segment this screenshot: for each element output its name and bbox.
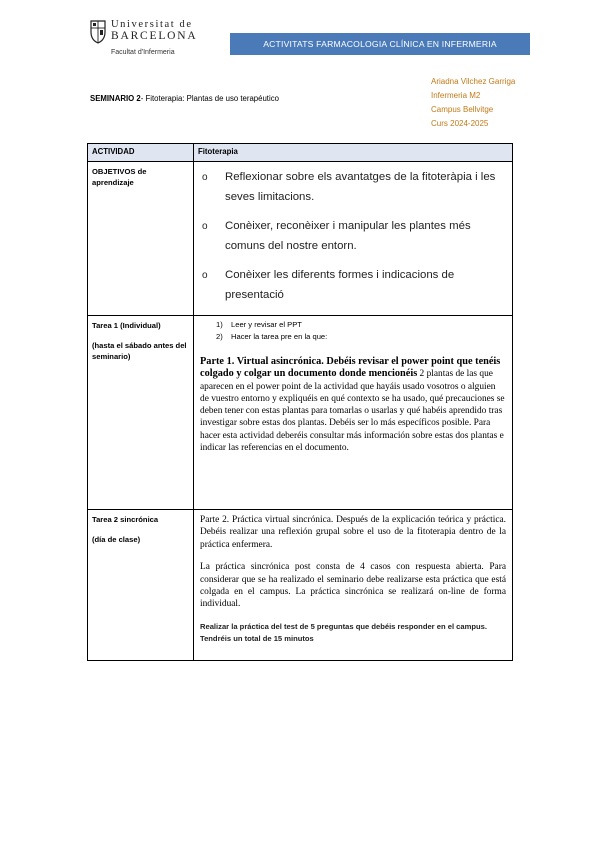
task2-label: Tarea 2 sincrónica [92, 515, 159, 524]
course-banner: ACTIVITATS FARMACOLOGIA CLÍNICA EN INFERMERIA [230, 33, 530, 55]
step-item [216, 319, 508, 331]
task1-cell-label [88, 316, 194, 510]
task2-label-block [88, 510, 193, 545]
activity-table [87, 143, 513, 661]
task1-label: Tarea 1 (Individual) [92, 321, 161, 330]
logo-faculty: Facultat d'Infermeria [111, 49, 175, 56]
task2-cell-label [88, 510, 194, 661]
student-course: Infermeria M2 [431, 91, 481, 100]
objective-item [202, 217, 502, 256]
header-topic: Fitoterapia [194, 144, 513, 162]
objective-text: Reflexionar sobre els avantatges de la fitoteràpia i les seves limitacions. [225, 171, 496, 203]
task1-sublabel: (hasta el sábado antes del seminario) [92, 341, 187, 361]
task2-paragraph-1: Parte 2. Práctica virtual sincrónica. Después de la explicación teórica y práctica. Debéis realizar una reflexión grupal sobre el uso de la fitoterapia dentro de la práctica enfermera. [200, 515, 506, 550]
objective-item [202, 168, 502, 207]
objectives-row [88, 162, 513, 316]
student-year: Curs 2024-2025 [431, 119, 489, 128]
university-crest-icon [90, 18, 106, 44]
task1-label-block [88, 316, 193, 362]
seminar-prefix: SEMINARIO 2 [90, 94, 141, 103]
task2-row [88, 510, 513, 661]
task1-part-bold: Parte 1. Virtual asincrónica. Debéis revisar el power point que tenéis colgado y colgar un documento donde mencionéis [200, 356, 501, 380]
task2-paragraph-2: La práctica sincrónica post consta de 4 casos con respuesta abierta. Para considerar que se ha realizado el seminario debe realizarse esta práctica que está colgada en el campus. La práctica sincrónica se realizará on-line de forma individual. [200, 562, 506, 610]
task1-cell-content [194, 316, 513, 510]
task2-paragraph-3: Realizar la práctica del test de 5 preguntas que debéis responder en el campus. Tendréis un total de 15 minutos [200, 621, 487, 644]
task2-cell-content [194, 510, 513, 661]
task1-part-text: 2 plantas de las que aparecen en el power point de la actividad que hayáis usado vosotros o alguien de vuestro entorno y expliquéis en qué contexto se ha usado, qué precauciones se deben tener con estas plantas para tomarlas o usarlas y qué habéis aprendido tras investigar sobre estas dos plantas. Debéis ser lo más específicos posible. Para hacer esta actividad deberéis consultar más información sobre estas dos plantas e indicar las referencias en el documento. [200, 369, 505, 454]
logo-line-2: BARCELONA [111, 30, 198, 42]
step-item [216, 331, 508, 343]
bullet-icon: o [202, 221, 208, 232]
student-campus: Campus Bellvitge [431, 105, 494, 114]
task2-sublabel: (día de clase) [92, 535, 141, 544]
bullet-icon: o [202, 270, 208, 281]
student-name: Ariadna Vilchez Garriga [431, 77, 516, 86]
seminar-title [90, 94, 279, 103]
objectives-list [194, 162, 512, 305]
step-number: 2) [216, 332, 223, 341]
objectives-cell-label [88, 162, 194, 316]
objective-text: Conèixer, reconèixer i manipular les plantes més comuns del nostre entorn. [225, 220, 471, 252]
university-logo [90, 18, 200, 60]
header-activity: ACTIVIDAD [88, 144, 194, 162]
step-number: 1) [216, 320, 223, 329]
student-info [431, 75, 515, 131]
objective-item [202, 266, 502, 305]
task1-description [200, 356, 506, 454]
bullet-icon: o [202, 172, 208, 183]
step-text: Hacer la tarea pre en la que: [231, 332, 328, 341]
seminar-subtitle: - Fitoterapia: Plantas de uso terapéutico [140, 94, 279, 103]
logo-line-1: Universitat de [111, 19, 193, 30]
objectives-cell-content [194, 162, 513, 316]
table-header-row [88, 144, 513, 162]
task1-row [88, 316, 513, 510]
task1-steps [194, 316, 512, 343]
objectives-label: OBJETIVOS de aprendizaje [92, 167, 147, 187]
step-text: Leer y revisar el PPT [231, 320, 302, 329]
objective-text: Conèixer les diferents formes i indicacions de presentació [225, 269, 455, 301]
